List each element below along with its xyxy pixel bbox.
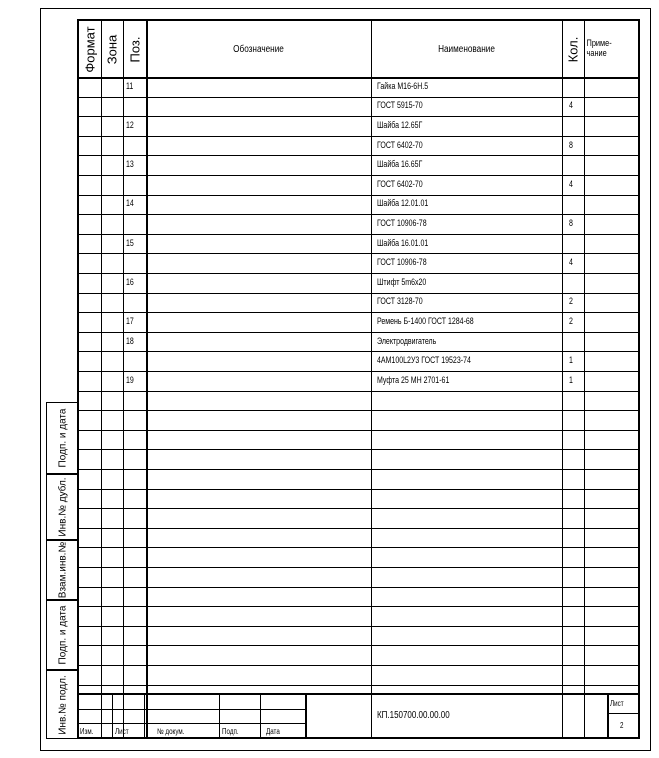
title-doc-no-label: № докум.: [157, 727, 185, 736]
row-name: ГОСТ 10906-78: [377, 218, 427, 228]
row-name: ГОСТ 6402-70: [377, 139, 423, 150]
title-sign-label: Подп.: [222, 727, 239, 736]
row-name: Муфта 25 МН 2701-61: [377, 374, 450, 385]
row-position: 13: [126, 159, 134, 170]
row-position: 14: [126, 198, 134, 209]
row-quantity: 1: [569, 374, 573, 385]
title-date-label: Дата: [266, 727, 280, 736]
row-quantity: 8: [569, 139, 573, 150]
row-name: Шайба 12.01.01: [377, 198, 429, 209]
side-stamp-sign-date-2: Подп. и дата: [46, 600, 79, 670]
side-stamp-dup-inv: Инв.№ дубл.: [46, 474, 79, 540]
row-quantity: 2: [569, 316, 573, 326]
row-name: Электродвигатель: [377, 335, 437, 346]
row-name: 4АМ100L2У3 ГОСТ 19523-74: [377, 355, 471, 366]
row-position: 12: [126, 120, 134, 130]
document-code: КП.150700.00.00.00: [377, 710, 450, 721]
row-quantity: 2: [569, 296, 573, 307]
row-position: 15: [126, 237, 134, 248]
row-name: Шайба 16.01.01: [377, 237, 429, 248]
specification-table: [77, 19, 640, 739]
row-position: 17: [126, 316, 134, 326]
row-position: 19: [126, 374, 134, 385]
header-format: Формат: [82, 25, 98, 73]
row-name: Шайба 12.65Г: [377, 120, 423, 130]
row-name: Штифт 5m6х20: [377, 276, 427, 287]
row-quantity: 1: [569, 355, 573, 366]
row-name: ГОСТ 3128-70: [377, 296, 423, 307]
row-quantity: 8: [569, 218, 573, 228]
row-quantity: 4: [569, 257, 573, 268]
side-stamp-replace-inv: Взам.инв.№: [46, 540, 79, 600]
row-name: ГОСТ 10906-78: [377, 257, 427, 268]
header-position: Поз.: [127, 36, 142, 62]
row-quantity: 4: [569, 178, 573, 189]
side-stamp-orig-inv: Инв.№ подл.: [46, 670, 79, 739]
title-izm-label: Изм.: [80, 727, 94, 736]
row-name: Гайка М16-6Н.5: [377, 80, 429, 91]
header-quantity: Кол.: [565, 36, 581, 62]
sheet-number: 2: [620, 721, 624, 730]
header-designation: Обозначение: [233, 43, 284, 55]
title-block: [77, 693, 640, 739]
row-name: Ремень Б-1400 ГОСТ 1284-68: [377, 316, 474, 326]
title-list-label: Лист: [115, 727, 129, 736]
row-name: ГОСТ 6402-70: [377, 178, 423, 189]
side-stamp: [46, 402, 79, 739]
row-quantity: 4: [569, 100, 573, 111]
sheet-label: Лист: [610, 699, 624, 708]
header-note: Приме- чание: [586, 38, 612, 58]
header-zone: Зона: [104, 34, 120, 64]
side-stamp-sign-date-1: Подп. и дата: [46, 402, 79, 474]
row-name: Шайба 16.65Г: [377, 159, 423, 170]
row-name: ГОСТ 5915-70: [377, 100, 423, 111]
row-position: 11: [126, 80, 134, 91]
row-position: 16: [126, 276, 134, 287]
header-name: Наименование: [438, 43, 495, 55]
row-position: 18: [126, 335, 134, 346]
